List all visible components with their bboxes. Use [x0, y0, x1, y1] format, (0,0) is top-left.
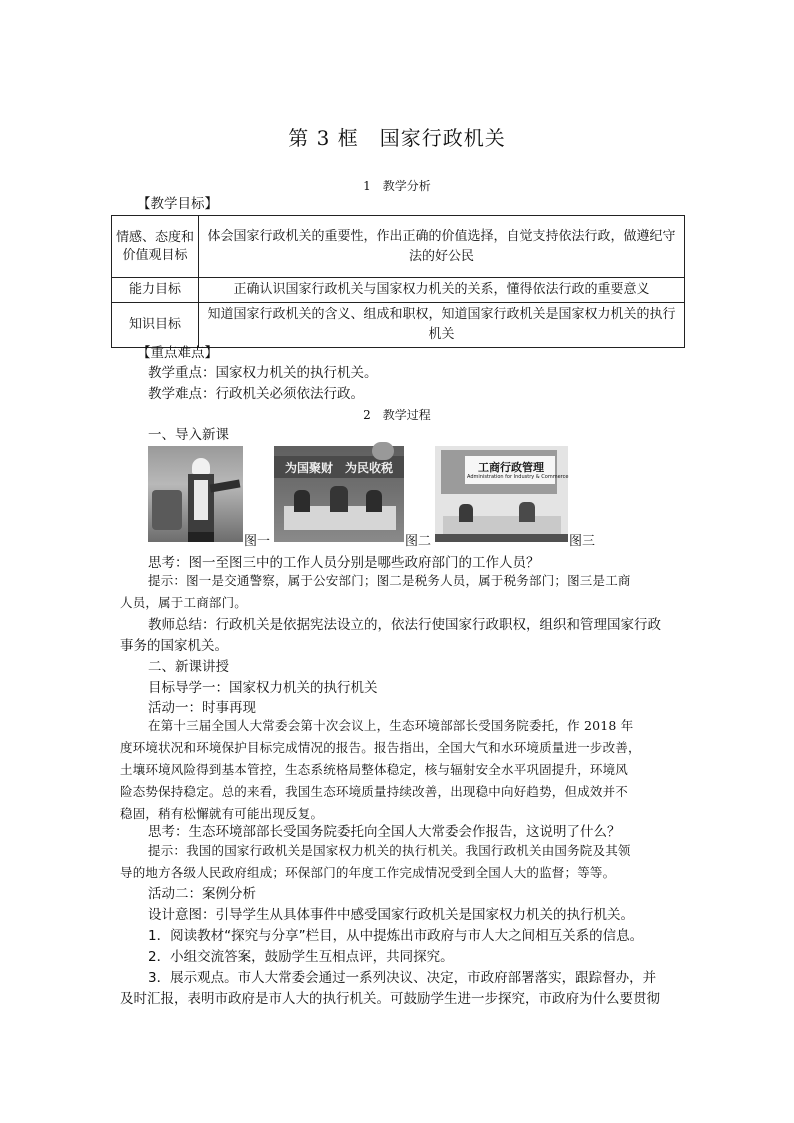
- table-row: [112, 303, 685, 348]
- intro-heading: 一、导入新课: [148, 427, 229, 443]
- commerce-sign-subtext: Administration for Industry & Commerce: [467, 474, 569, 480]
- objective-label: 知识目标: [112, 303, 199, 348]
- commerce-sign-text: 工商行政管理: [478, 461, 544, 474]
- objective-text: 知道国家行政机关的含义、组成和职权，知道国家行政机关是国家权力机关的执行机关: [199, 303, 685, 348]
- step-2: 2．小组交流答案，鼓励学生互相点评，共同探究。: [148, 949, 454, 965]
- goal-guide-1: 目标导学一：国家权力机关的执行机关: [148, 680, 378, 696]
- step-3-line-2: 及时汇报，表明市政府是市人大的执行机关。可鼓励学生进一步探究，市政府为什么要贯彻: [120, 991, 660, 1007]
- hint-1-line-1: 提示：图一是交通警察，属于公安部门；图二是税务人员，属于税务部门；图三是工商: [148, 573, 631, 588]
- teacher-summary-line-1: 教师总结：行政机关是依据宪法设立的，依法行使国家行政职权，组织和管理国家行政: [148, 617, 661, 633]
- objective-text: 正确认识国家行政机关与国家权力机关的关系，懂得依法行政的重要意义: [199, 278, 685, 303]
- caption-figure-3: 图三: [569, 534, 596, 549]
- design-intent: 设计意图：引导学生从具体事件中感受国家行政机关是国家权力机关的执行机关。: [148, 907, 634, 923]
- objective-label: 情感、态度和价值观目标: [112, 216, 199, 278]
- section-teaching-analysis: 1 教学分析: [363, 179, 431, 193]
- table-row: [112, 278, 685, 303]
- key-heading: 【重点难点】: [137, 345, 218, 361]
- table-row: [112, 216, 685, 278]
- teacher-summary-line-2: 事务的国家机关。: [120, 638, 228, 654]
- tax-banner-text: 为国聚财 为民收税: [284, 461, 393, 475]
- photo-tax-office: [274, 446, 404, 542]
- news-paragraph-line: 在第十三届全国人大常委会第十次会议上，生态环境部部长受国务院委托，作 2018 年: [148, 718, 634, 733]
- step-3-line-1: 3．展示观点。市人大常委会通过一系列决议、决定，市政府部署落实，跟踪督办，并: [148, 970, 657, 986]
- hint-1-line-2: 人员，属于工商部门。: [120, 595, 248, 610]
- hint-2-line-2: 导的地方各级人民政府组成；环保部门的年度工作完成情况受到全国人大的监督；等等。: [120, 865, 616, 880]
- caption-figure-2: 图二: [405, 534, 432, 549]
- news-paragraph-line: 度环境状况和环境保护目标完成情况的报告。报告指出，全国大气和水环境质量进一步改善，: [120, 740, 641, 755]
- objective-text: 体会国家行政机关的重要性，作出正确的价值选择，自觉支持依法行政，做遵纪守法的好公民: [199, 216, 685, 278]
- emblem-icon: [372, 442, 394, 460]
- news-paragraph-line: 土壤环境风险得到基本管控，生态系统格局整体稳定，核与辐射安全水平巩固提升，环境风: [120, 762, 629, 777]
- new-lesson-heading: 二、新课讲授: [148, 659, 229, 675]
- photo-commerce-office: [435, 446, 568, 542]
- caption-figure-1: 图一: [244, 534, 271, 549]
- photo-traffic-police: [148, 446, 243, 542]
- section-teaching-process: 2 教学过程: [363, 408, 431, 422]
- news-paragraph-line: 险态势保持稳定。总的来看，我国生态环境质量持续改善，出现稳中向好趋势，但成效并不: [120, 784, 629, 799]
- objective-label: 能力目标: [112, 278, 199, 303]
- page-title: 第 3 框 国家行政机关: [288, 126, 506, 150]
- activity-2-heading: 活动二：案例分析: [148, 886, 256, 902]
- think-question-2: 思考：生态环境部部长受国务院委托向全国人大常委会作报告，这说明了什么？: [148, 824, 621, 840]
- goals-heading: 【教学目标】: [137, 196, 218, 212]
- think-question-1: 思考：图一至图三中的工作人员分别是哪些政府部门的工作人员？: [148, 555, 540, 571]
- objectives-table: [111, 215, 685, 348]
- difficulty-point: 教学难点：行政机关必须依法行政。: [148, 386, 364, 402]
- key-point: 教学重点：国家权力机关的执行机关。: [148, 365, 378, 381]
- step-1: 1．阅读教材“探究与分享”栏目，从中提炼出市政府与市人大之间相互关系的信息。: [148, 928, 644, 944]
- news-paragraph-line: 稳固，稍有松懈就有可能出现反复。: [120, 806, 324, 821]
- hint-2-line-1: 提示：我国的国家行政机关是国家权力机关的执行机关。我国行政机关由国务院及其领: [148, 843, 631, 858]
- activity-1-heading: 活动一：时事再现: [148, 700, 256, 716]
